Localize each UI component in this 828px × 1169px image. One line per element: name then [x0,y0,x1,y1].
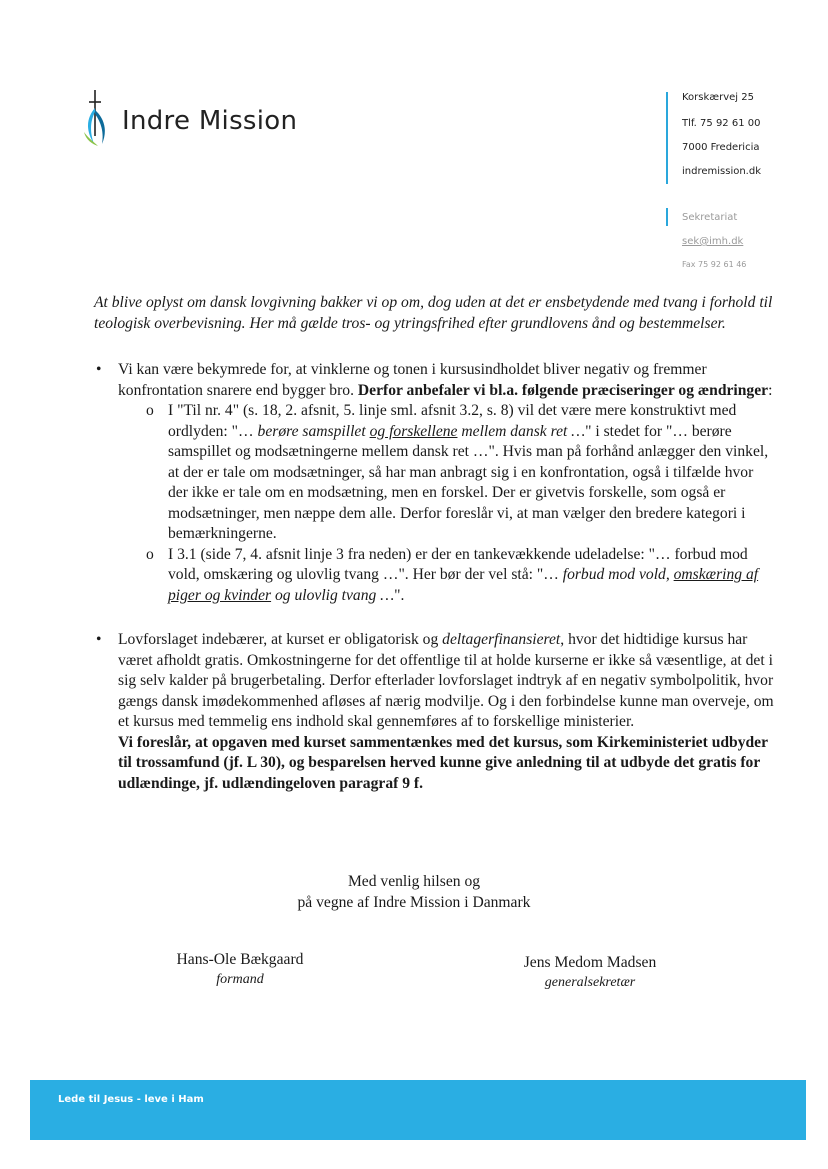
letter-body [94,293,774,794]
footer-tagline: Lede til Jesus - leve i Ham [58,1094,204,1105]
footer-bar [30,1080,806,1140]
signer-name: Jens Medom Madsen [523,954,657,971]
signer-role: generalsekretær [544,975,636,990]
intro-paragraph: At blive oplyst om dansk lovgivning bakker vi op om, dog uden at det er ensbetydende med tvang i forhold til teologisk overbevisning. Her må gælde tros- og ytringsfrihed efter grundlovens ånd og bestemmelser. [94,294,773,332]
bullet-mark: • [96,631,102,648]
city: 7000 Fredericia [682,142,760,153]
sub-item-text: I "Til nr. 4" (s. 18, 2. afsnit, 5. linje sml. afsnit 3.2, s. 8) vil det være mere konstruktivt med ordlyden: "… berøre samspillet og forskellene mellem dansk ret …" i stedet for "… berøre samspillet og modsætningerne mellem dansk ret …". Hvis man på forhånd anlægger den vinkel, at der er tale om modsætninger, så har man anbragt sig i en konfrontation, også i tilfælde hvor der ikke er tale om en modsætning, men en forskel. Der er givetvis forskelle, som også er modsætninger, men næppe dem alle. Derfor foreslår vi, at man vælger den bredere kategori i bemærkningerne. [168,402,769,542]
bullet-bold-text: Vi foreslår, at opgaven med kurset sammentænkes med det kursus, som Kirkeministeriet udbyder til trossamfund (jf. L 30), og besparelsen herved kunne give anledning til at udbyde det gratis for udlændinge, jf. udlændingeloven paragraf 9 f. [118,733,768,792]
sub-item-text: I 3.1 (side 7, 4. afsnit linje 3 fra neden) er der en tankevækkende udeladelse: "… forbud mod vold, omskæring og ulovlig tvang …". Her bør der vel stå: "… forbud mod vold, omskæring af piger og kvinder og ulovlig tvang …". [168,545,759,604]
logo-text: Indre Mission [122,106,298,136]
phone: Tlf. 75 92 61 00 [682,118,761,129]
cross-logo-icon [78,88,118,150]
list-item [94,630,774,794]
sub-bullet-mark: o [146,545,154,563]
signature [150,950,330,990]
sub-list-item [118,545,774,607]
fax: Fax 75 92 61 46 [682,260,747,269]
bullet-text: Lovforslaget indebærer, at kurset er obligatorisk og deltagerfinansieret, hvor det hidtidige kursus har været afholdt gratis. Omkostningerne for det offentlige til at holde kurserne er ikke så væsentlige, at det i sig selv kalder på brugerbetaling. Derfor efterlader lovforslaget indtryk af en negativ symbolpolitik, hvor gængs dansk imødekommenhed afløses af nærig modvilje. Og i den forbindelse kunne man overveje, om et kursus med temmelig ens indhold skal gennemføres af to forskellige ministerier. [118,631,774,730]
email-link[interactable]: sek@imh.dk [682,236,744,247]
divider [666,92,668,184]
divider [666,208,668,226]
closing-line: Med venlig hilsen og [347,873,481,890]
signature [500,953,680,993]
address: Korskærvej 25 [682,92,754,103]
closing-line: på vegne af Indre Mission i Danmark [297,894,531,911]
department: Sekretariat [682,212,738,223]
sub-list-item [118,401,774,545]
website-link[interactable]: indremission.dk [682,166,761,177]
bullet-text: Vi kan være bekymrede for, at vinklerne og tonen i kursusindholdet bliver negativ og fremmer konfrontation snarere end bygger bro. Derfor anbefaler vi bl.a. følgende præciseringer og ændringer: [118,361,773,399]
list-item [94,360,774,606]
signer-name: Hans-Ole Bækgaard [176,951,304,968]
bullet-mark: • [96,361,102,378]
sub-bullet-mark: o [146,402,154,419]
signer-role: formand [216,972,264,987]
logo [78,88,318,150]
